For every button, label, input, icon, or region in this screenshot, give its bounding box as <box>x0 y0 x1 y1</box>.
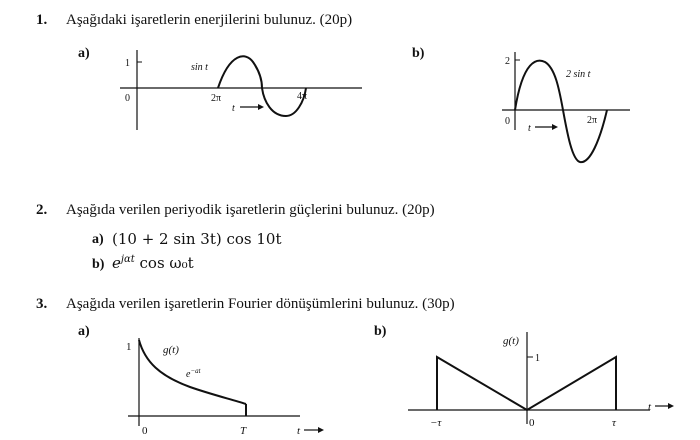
q1-text: Aşağıdaki işaretlerin enerjilerini bulunuz. (20p) <box>66 12 353 28</box>
q1a-origin: 0 <box>125 93 130 104</box>
q3a-exp-label-base: e <box>186 369 191 380</box>
q3a-y-tick: 1 <box>126 341 132 353</box>
q3-text: Aşağıda verilen işaretlerin Fourier dönüşümlerini bulunuz. (30p) <box>66 296 455 312</box>
q3a-func-label: g(t) <box>163 344 179 356</box>
q1b-label: b) <box>412 46 425 61</box>
q1b-y-tick: 2 <box>505 56 510 67</box>
q1a-x-tick-4pi: 4π <box>297 91 308 102</box>
q3b-func-label: g(t) <box>503 335 519 347</box>
q3a-x-tick-T: T <box>240 425 247 437</box>
q3a-origin: 0 <box>142 425 148 437</box>
q2b-formula-exp: jαt <box>120 254 135 265</box>
q3b-label: b) <box>374 324 387 339</box>
q2-text: Aşağıda verilen periyodik işaretlerin güçlerini bulunuz. (20p) <box>66 202 435 218</box>
q3-number: 3. <box>36 296 48 312</box>
q1b-origin: 0 <box>505 116 510 127</box>
q1b-time-label: t <box>528 123 531 134</box>
q3a-label: a) <box>78 324 90 339</box>
q2a-formula: (10 + 2 sin 3t) cos 10t <box>112 230 282 248</box>
q1-number: 1. <box>36 12 48 28</box>
q1a-label: a) <box>78 46 90 61</box>
q2b-formula-rest: cos ω₀t <box>134 254 194 272</box>
q1b-curve-label: 2 sin t <box>566 69 591 80</box>
q3b-time-arrowhead <box>668 403 674 409</box>
q1a-curve-label: sin t <box>191 62 208 73</box>
q3b-x-tick-pos: τ <box>612 417 616 429</box>
q3b-origin: 0 <box>529 417 535 429</box>
q3b-x-tick-neg: −τ <box>430 417 442 429</box>
q1a-x-tick-2pi: 2π <box>211 93 222 104</box>
q3a-time-label: t <box>297 425 301 437</box>
q3a-exp-label-exp: −at <box>190 367 201 375</box>
q1a-time-label: t <box>232 103 235 114</box>
q3b-time-label: t <box>648 401 652 413</box>
q2-number: 2. <box>36 202 48 218</box>
q2a-label: a) <box>92 232 104 247</box>
q3b-y-tick: 1 <box>535 353 540 364</box>
q1b-x-tick-2pi: 2π <box>587 115 598 126</box>
q2b-label: b) <box>92 257 105 272</box>
q2b-formula-base: e <box>112 254 121 272</box>
q1a-y-tick: 1 <box>125 58 130 69</box>
